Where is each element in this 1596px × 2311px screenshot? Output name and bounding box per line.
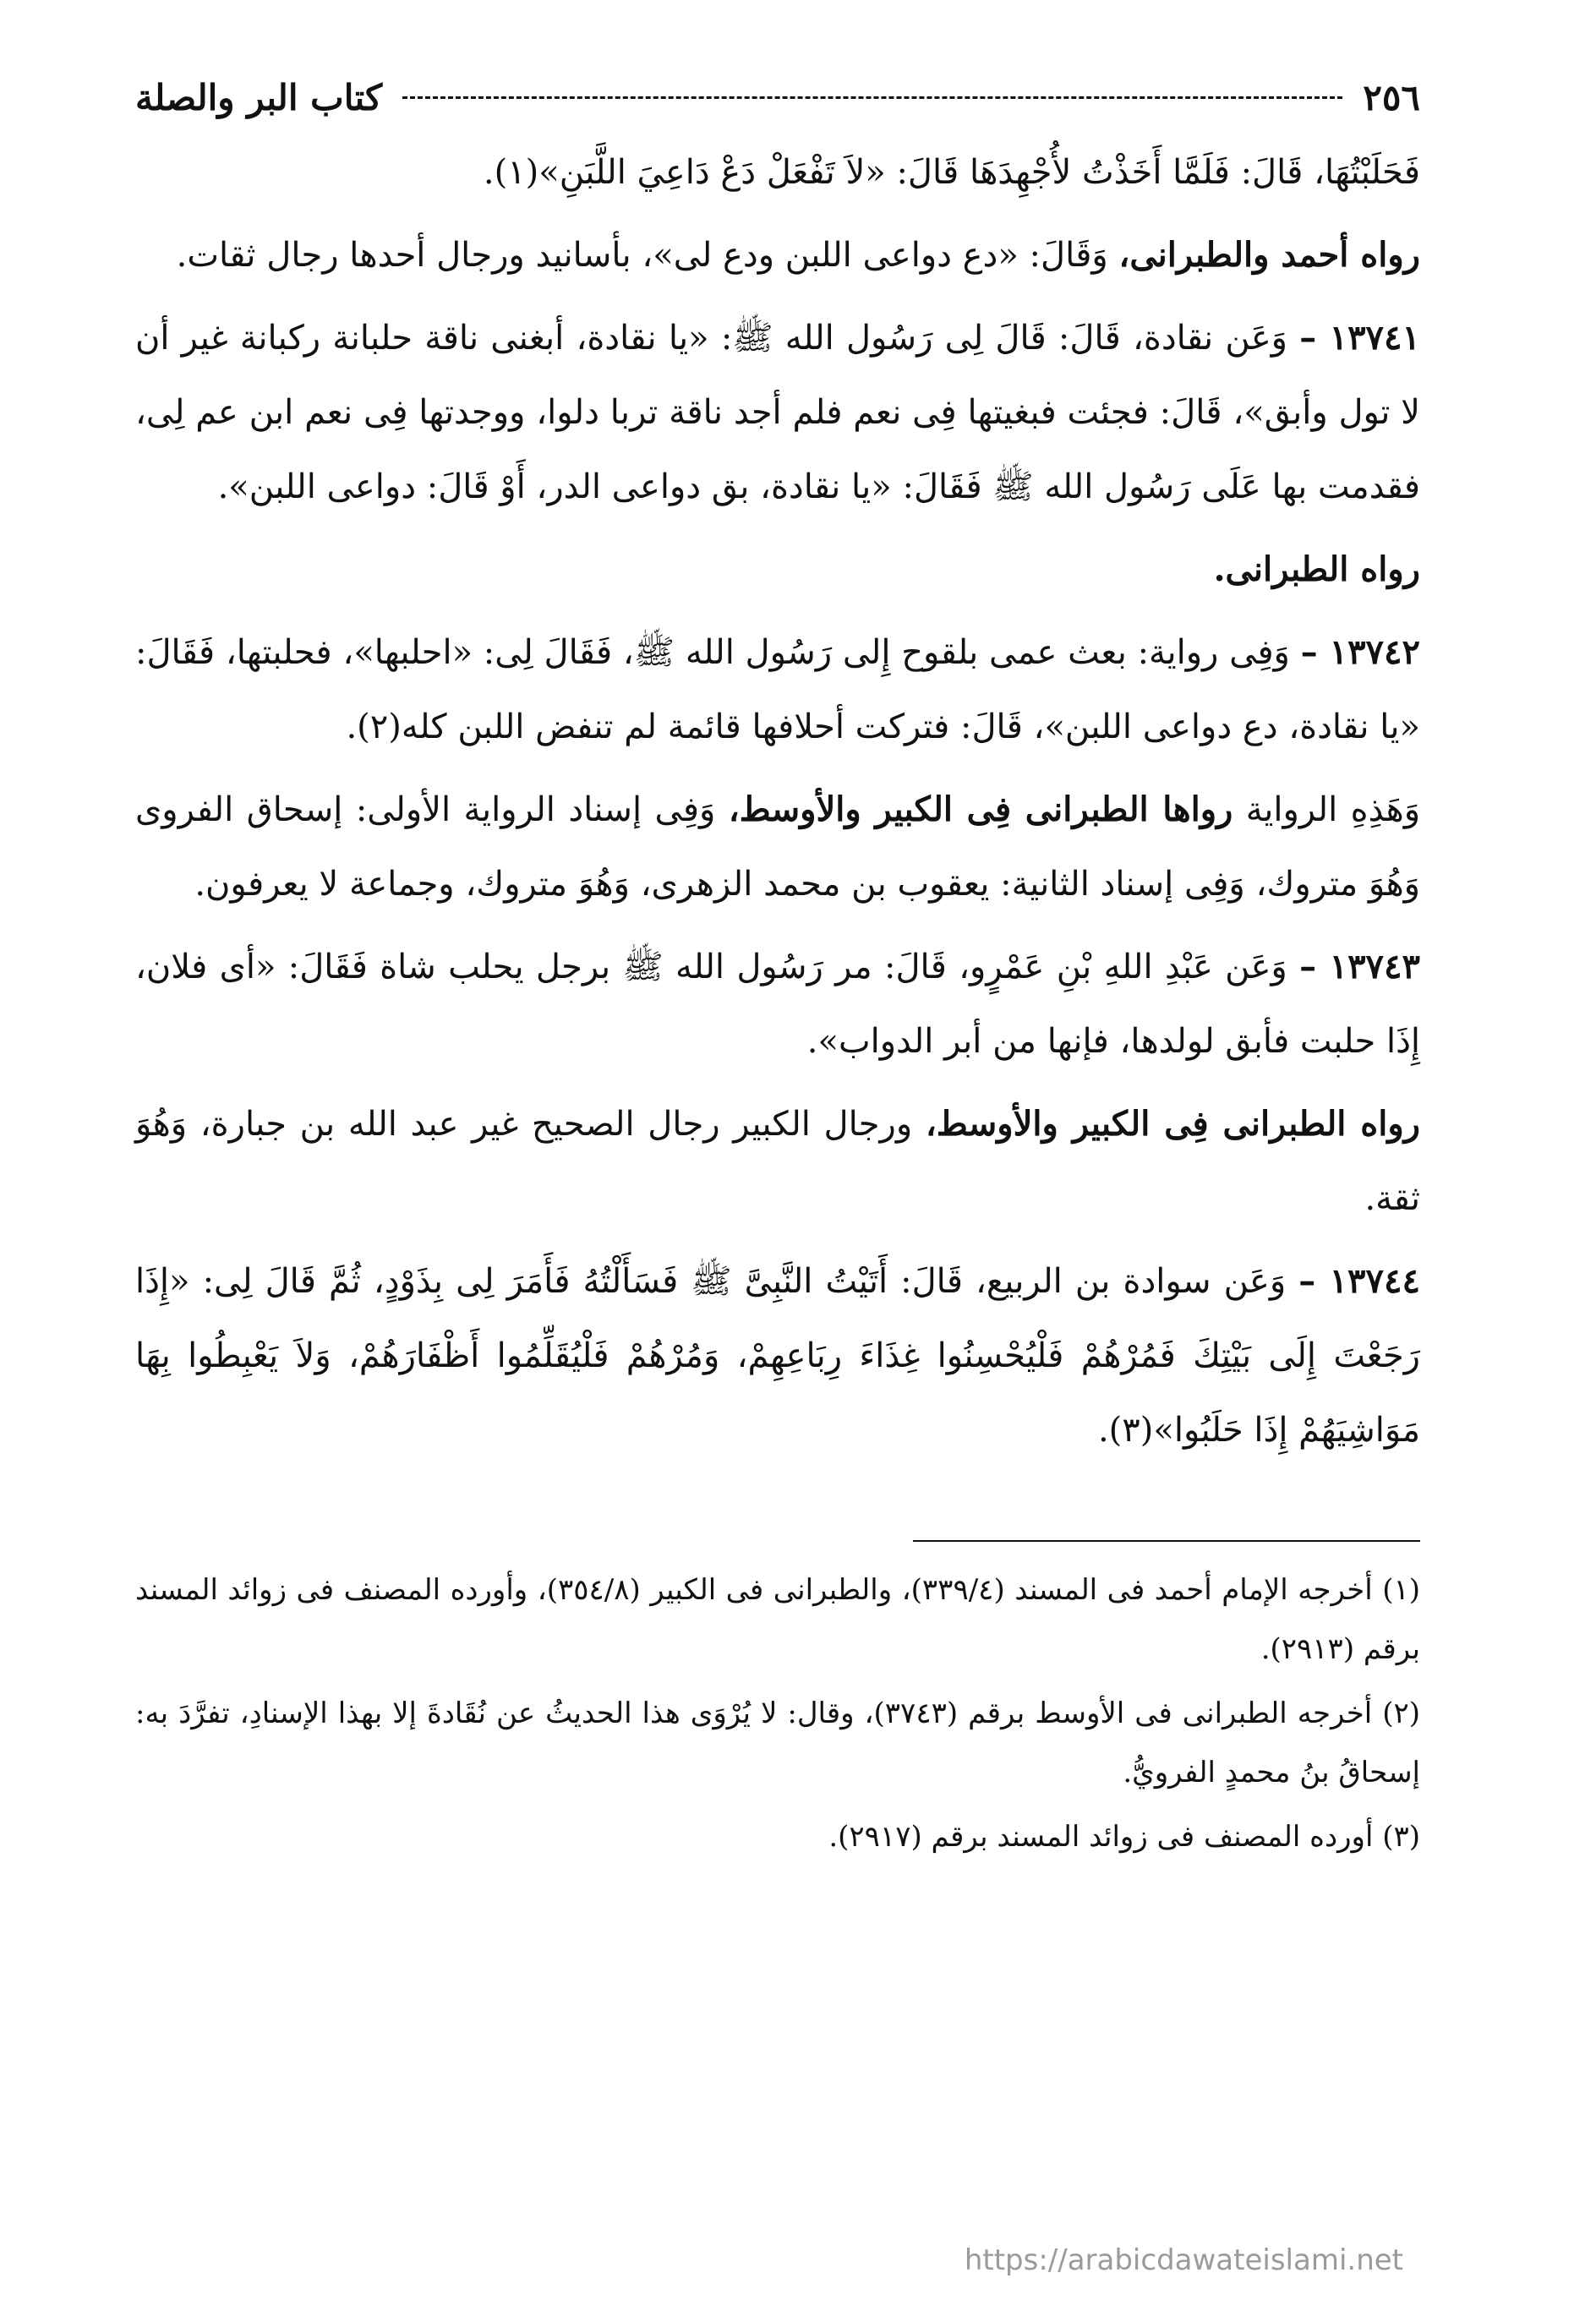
hadith-paragraph xyxy=(135,301,1420,524)
narration-source: رواه الطبرانى. xyxy=(1213,549,1420,589)
paragraph-text: وَعَن سوادة بن الربيع، قَالَ: أَتَيْتُ النَّبِىَّ ﷺ فَسَأَلْتُهُ فَأَمَرَ لِى بِذَوْدٍ، ثُمَّ قَالَ لِى: «إِذَا رَجَعْتَ إِلَى بَيْتِكَ فَمُرْهُمْ فَلْيُحْسِنُوا غِذَاءَ رِبَاعِهِمْ، وَمُرْهُمْ فَلْيُقَلِّمُوا أَظْفَارَهُمْ، وَلاَ يَعْبِطُوا بِهَا مَوَاشِيَهُمْ إِذَا حَلَبُوا»(٣). xyxy=(135,1262,1420,1450)
page-number: ٢٥٦ xyxy=(1363,76,1420,118)
paragraph-text: وَقَالَ: «دع دواعى اللبن ودع لى»، بأسانيد ورجال أحدها رجال ثقات. xyxy=(176,236,1119,275)
paragraph xyxy=(135,533,1420,607)
paragraph-text: وَفِى رواية: بعث عمى بلقوح إِلى رَسُول الله ﷺ، فَقَالَ لِى: «احلبها»، فحلبتها، فَقَالَ: «يا نقادة، دع دواعى اللبن»، قَالَ: فتركت أحلافها قائمة لم تنفض اللبن كله(٢). xyxy=(135,633,1420,746)
footnote: (٣) أورده المصنف فى زوائد المسند برقم (٢٩١٧). xyxy=(828,1820,1420,1854)
paragraph-text: فَحَلَبْتُهَا، قَالَ: فَلَمَّا أَخَذْتُ لأُجْهِدَهَا قَالَ: «لاَ تَفْعَلْ دَعْ دَاعِيَ اللَّبَنِ»(١). xyxy=(483,153,1420,192)
paragraph xyxy=(135,1087,1420,1236)
narration-source: رواه أحمد والطبرانى، xyxy=(1118,235,1420,275)
hadith-number: ١٣٧٤١ – xyxy=(1299,318,1420,358)
paragraph xyxy=(135,218,1420,292)
paragraph-text: ورجال الكبير رجال الصحيح غير عبد الله بن جبارة، وَهُوَ ثقة. xyxy=(135,1105,1420,1218)
page-header xyxy=(135,68,1420,127)
footnote-divider xyxy=(913,1540,1420,1542)
paragraph-text: وَعَن عَبْدِ اللهِ بْنِ عَمْرٍو، قَالَ: مر رَسُول الله ﷺ برجل يحلب شاة فَقَالَ: «أى فلان، إِذَا حلبت فأبق لولدها، فإنها من أبر الدواب». xyxy=(135,948,1420,1061)
paragraph-text: وَفِى إسناد الرواية الأولى: إسحاق الفروى وَهُوَ متروك، وَفِى إسناد الثانية: يعقوب بن محمد الزهرى، وَهُوَ متروك، وجماعة لا يعرفون. xyxy=(135,790,1420,904)
narration-source: رواه الطبرانى فِى الكبير والأوسط، xyxy=(925,1104,1421,1144)
hadith-number: ١٣٧٤٢ – xyxy=(1300,632,1420,672)
watermark-url: https://arabicdawateislami.net xyxy=(964,2243,1403,2277)
footnote: (١) أخرجه الإمام أحمد فى المسند (٣٣٩/٤)، والطبرانى فى الكبير (٣٥٤/٨)، وأورده المصنف فى زوائد المسند برقم (٢٩١٣). xyxy=(135,1573,1420,1666)
header-divider xyxy=(402,96,1342,99)
paragraph xyxy=(135,773,1420,921)
hadith-number: ١٣٧٤٤ – xyxy=(1298,1261,1420,1301)
hadith-paragraph xyxy=(135,1244,1420,1467)
hadith-number: ١٣٧٤٣ – xyxy=(1299,947,1420,986)
paragraph-text: وَهَذِهِ الرواية xyxy=(1233,790,1421,829)
hadith-paragraph xyxy=(135,615,1420,764)
paragraph xyxy=(135,135,1420,210)
narration-source: رواها الطبرانى فِى الكبير والأوسط، xyxy=(728,789,1233,829)
footnote: (٢) أخرجه الطبرانى فى الأوسط برقم (٣٧٤٣)، وقال: لا يُرْوَى هذا الحديثُ عن نُقَادةَ إلا بهذا الإسنادِ، تفرَّدَ به: إسحاقُ بنُ محمدٍ الفرويُّ. xyxy=(135,1696,1420,1789)
paragraph-text: وَعَن نقادة، قَالَ: قَالَ لِى رَسُول الله ﷺ: «يا نقادة، أبغنى ناقة حلبانة ركبانة غير أن لا تول وأبق»، قَالَ: فجئت فبغيتها فِى نعم فلم أجد ناقة تربا دلوا، ووجدتها فِى نعم ابن عم لِى، فقدمت بها عَلَى رَسُول الله ﷺ فَقَالَ: «يا نقادة، بق دواعى الدر، أَوْ قَالَ: دواعى اللبن». xyxy=(135,319,1420,506)
hadith-paragraph xyxy=(135,930,1420,1079)
book-page xyxy=(135,68,1420,1871)
book-title: كتاب البر والصلة xyxy=(135,76,383,118)
